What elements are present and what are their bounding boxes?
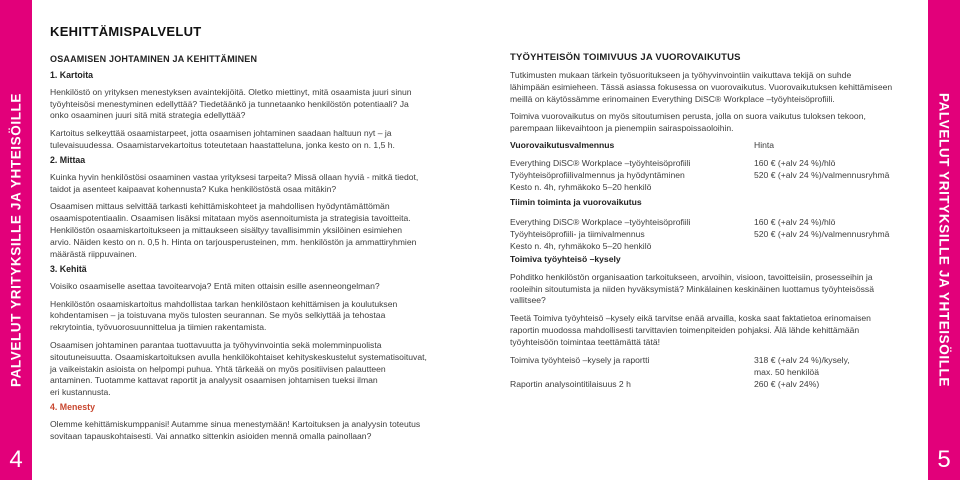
table-row <box>510 217 910 229</box>
text-line: Tutkimusten mukaan tärkein työsuoritukseen ja työhyvinvointiin vaikuttava tekijä on suhde <box>510 70 852 80</box>
paragraph <box>50 419 450 443</box>
price-table-tiimi <box>510 197 910 253</box>
row-price: 520 € (+alv 24 %)/valmennusryhmä <box>754 229 890 239</box>
text-line: Henkilöstö on yrityksen menestyksen avaintekijöitä. Oletko miettinyt, mitä osaamista juuri sinun <box>50 86 412 97</box>
paragraph <box>50 201 450 260</box>
page-subtitle: OSAAMISEN JOHTAMINEN JA KEHITTÄMINEN <box>50 54 258 64</box>
table-row <box>510 158 910 170</box>
text-line: Kuinka hyvin henkilöstösi osaaminen vastaa yrityksesi tarpeita? Missä ollaan hyviä - mitkä tiedot, <box>50 171 419 182</box>
left-sidebar-band <box>0 0 32 480</box>
section-mittaa <box>50 155 450 260</box>
text-line: Toimiva vuorovaikutus on myös sitoutumisen perusta, jolla on suora vaikutus tuloksen tekoon, <box>510 111 866 122</box>
paragraph <box>510 272 910 307</box>
table-row <box>510 355 910 367</box>
text-line: ja vaikeistakin asioista on helpompi puhua. Yhtä tärkeää on myös positiivisen palautteen <box>50 363 386 374</box>
paragraph <box>510 70 910 105</box>
row-item: Raportin analysointitilaisuus 2 h <box>510 378 631 389</box>
row-item: Työyhteisöprofiili- ja tiimivalmennus <box>510 229 645 239</box>
section-kartoita <box>50 70 450 152</box>
section-toimiva-tyoyhteiso <box>510 254 910 391</box>
text-line: Osaamisen mittaus selvittää tarkasti kehittämiskohteet ja mahdollisen hyödyntämättömän <box>50 201 390 212</box>
sidebar-text-left: PALVELUT YRITYKSILLE JA YHTEISÖILLE <box>8 92 24 388</box>
row-item: Työyhteisöprofiilivalmennus ja hyödyntäminen <box>510 170 685 180</box>
page-number-right: 5 <box>937 446 951 473</box>
text-line: rekrytointia, työvuorosuunnittelua ja tiimien rakentamista. <box>50 322 267 333</box>
page-title: TYÖYHTEISÖN TOIMIVUUS JA VUOROVAIKUTUS <box>510 52 741 63</box>
text-line: Voisiko osaamiselle asettaa tavoitearvoja? Entä miten ottaisin esille asenneongelman? <box>50 280 380 291</box>
text-line: työyhteisöön toimintaa teettämättä tätä! <box>510 336 661 347</box>
row-price: 160 € (+alv 24 %)/hlö <box>754 217 836 227</box>
row-price: 520 € (+alv 24 %)/valmennusryhmä <box>754 170 890 180</box>
text-line: meillä on käytössämme erinomainen Everything DiSC® Workplace –työyhteisöprofiili. <box>510 93 835 104</box>
row-item: Toimiva työyhteisö –kysely ja raportti <box>510 354 650 365</box>
right-sidebar-band <box>928 0 960 480</box>
table-row <box>510 182 910 194</box>
paragraph <box>50 299 450 334</box>
text-line: eri kustannusta. <box>50 387 111 398</box>
text-line: vallitsee? <box>510 295 546 306</box>
paragraph <box>50 281 450 293</box>
text-line: onko osaaminen juuri sitä mitä strategia edellyttää? <box>50 110 246 121</box>
page-number-left: 4 <box>9 446 23 473</box>
paragraph <box>510 111 910 135</box>
text-line: Osaamisen johtaminen parantaa tuottavuutta ja työhyvinvointia sekä molemminpuolista <box>50 339 382 350</box>
table-row <box>510 379 910 391</box>
row-item: Kesto n. 4h, ryhmäkoko 5–20 henkilö <box>510 182 652 192</box>
text-line: rooleihin sitoutumista ja niiden hyväksymistä? Minkälainen keskinäinen luottamus työyhteisössä <box>510 283 874 294</box>
section-heading: 1. Kartoita <box>50 70 94 80</box>
row-item: Everything DiSC® Workplace –työyhteisöprofiili <box>510 158 691 168</box>
row-item: Everything DiSC® Workplace –työyhteisöprofiili <box>510 217 691 227</box>
paragraph <box>50 128 450 152</box>
section-heading: 4. Menesty <box>50 402 95 412</box>
section-menesty <box>50 402 450 442</box>
paragraph <box>50 87 450 122</box>
text-line: kohdentamisen – ja toistuvana myös tulosten seurannan. Se myös selkiyttää ja tehostaa <box>50 310 386 321</box>
table-row <box>510 229 910 241</box>
row-price: 160 € (+alv 24 %)/hlö <box>754 158 836 168</box>
text-line: Kartoitus selkeyttää osaamistarpeet, jotta osaamisen johtaminen saadaan haltuun nyt – ja <box>50 128 392 139</box>
text-line: Olemme kehittämiskumppanisi! Autamme sinua menestymään! Kartoituksen ja analyysin toteutus <box>50 418 421 429</box>
section-heading: 3. Kehitä <box>50 264 87 274</box>
row-price: max. 50 henkilöä <box>754 366 819 377</box>
table-header <box>510 197 910 209</box>
text-line: arvio. Näiden kesto on n. 0,5 h. Hinta on tarjousperusteinen, mm. henkilöstön ja ammattiryhmien <box>50 236 417 247</box>
table-row <box>510 170 910 182</box>
row-price: 260 € (+alv 24%) <box>754 378 820 389</box>
table-heading: Tiimin toiminta ja vuorovaikutus <box>510 197 642 207</box>
text-line: Henkilöstön osaamiskartoitukseen ja mittaukseen sisältyy tavallisimmin yksilöinen esimiehen <box>50 224 403 235</box>
text-line: parempaan liikevaihtoon ja pienempiin sairaspoissaoloihin. <box>510 123 734 134</box>
intro-block <box>510 70 910 135</box>
text-line: työyhteisösi menestyminen edellyttää? Tiedetäänkö ja tunnetaanko henkilöstön potentiaali? Ja <box>50 98 409 109</box>
text-line: sovitaan tapauskohtaisesti. Vai annatko sittenkin asioiden mennä omalla painollaan? <box>50 430 372 441</box>
price-table-valmennus <box>510 140 910 194</box>
text-line: raportin muodossa mahdollisesti tarvittavien toimenpiteiden pohjaksi. Älä lähde kehittämään <box>510 324 860 335</box>
text-line: taidot ja asenteet kaipaavat kohennusta? Kuka henkilöstöstä osaa mitäkin? <box>50 183 337 194</box>
text-line: Henkilöstön osaamiskartoitus mahdollistaa tarkan henkilöstaon kehittämisen ja koulutuksen <box>50 298 398 309</box>
text-line: tulevaisuudessa. Osaamistarvekartoitus toteutetaan haastatteluna, jonka kesto on n. 1,5 h. <box>50 139 395 150</box>
table-row <box>510 367 910 379</box>
section-kehita <box>50 264 450 399</box>
text-line: antaminen. Tuotamme kattavat raportit ja analyysit osaamisen johtamisen tueksi ilman <box>50 375 378 386</box>
text-line: lähimpään esimieheen. Tässä asiassa fokusessa on vuorovaikutus. Vuorovaikutuksen kehittämiseen <box>510 81 893 92</box>
table-row <box>510 241 910 253</box>
page-title: KEHITTÄMISPALVELUT <box>50 24 202 39</box>
text-line: osaamispotentiaalin. Osaamisen lisäksi mitataan myös asennoitumista ja strategisia tavoitteita. <box>50 213 411 224</box>
price-column-label: Hinta <box>754 140 775 150</box>
paragraph <box>510 313 910 348</box>
text-line: määrästä riippuvainen. <box>50 248 137 259</box>
table-header <box>510 140 910 152</box>
text-line: Pohditko henkilöstön organisaation tarkoitukseen, arvoihin, visioon, tavoitteisiin, prosesseihin ja <box>510 271 873 282</box>
paragraph <box>50 340 450 399</box>
section-heading: 2. Mittaa <box>50 155 86 165</box>
paragraph <box>50 172 450 196</box>
sidebar-text-right: PALVELUT YRITYKSILLE JA YHTEISÖILLE <box>936 92 952 388</box>
row-price: 318 € (+alv 24 %)/kysely, <box>754 354 850 365</box>
text-line: sitoutuneisuutta. Osaamiskartoituksen avulla henkilökohtaiset kehityskeskustelut systematisoituvat, <box>50 351 427 362</box>
text-line: Teetä Toimiva työyhteisö –kysely eikä tarvitse enää arvailla, koska saat faktatietoa erinomaisen <box>510 313 871 324</box>
row-item: Kesto n. 4h, ryhmäkoko 5–20 henkilö <box>510 241 652 251</box>
table-heading: Vuorovaikutusvalmennus <box>510 140 615 150</box>
section-heading: Toimiva työyhteisö –kysely <box>510 254 621 264</box>
